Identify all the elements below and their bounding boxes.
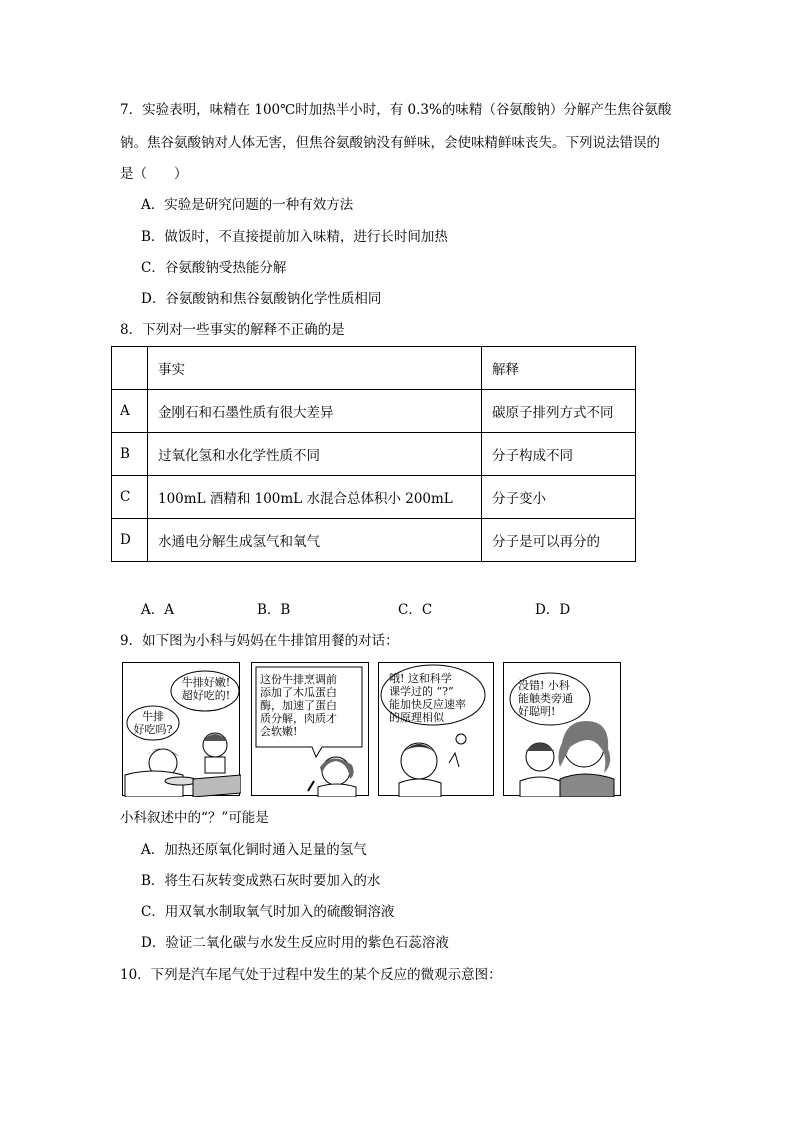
row-label: C (112, 476, 148, 519)
q8-answer-c: C．C (398, 602, 433, 618)
q8-stem: 8．下列对一些事实的解释不正确的是 (120, 322, 345, 338)
comic-panel-2 (251, 662, 369, 796)
row-fact: 100mL 酒精和 100mL 水混合总体积小 200mL (148, 476, 482, 519)
panel2-bubble: 这份牛排烹调前 添加了木瓜蛋白 酶，加速了蛋白 质分解，肉质才 会软嫩! (260, 673, 337, 738)
panel4-bubble: 没错! 小科 能触类旁通 好聪明! (518, 679, 573, 718)
table-row (112, 476, 636, 519)
q8-answer-b: B．B (257, 602, 291, 618)
q7-option-c: C．谷氨酸钠受热能分解 (141, 260, 287, 276)
panel1-bubble-a: 牛排好嫩! 超好吃的! (181, 676, 231, 702)
q9-stem: 9．如下图为小科与妈妈在牛排馆用餐的对话： (120, 633, 399, 649)
q7-stem-line1: 7．实验表明，味精在 100℃时加热半小时，有 0.3%的味精（谷氨酸钠）分解产生焦谷氨酸 (120, 102, 672, 118)
panel3-bubble: 哦! 这和科学 课学过的 “?” 能加快反应速率 的原理相似 (389, 672, 466, 724)
q7-option-a: A．实验是研究问题的一种有效方法 (141, 197, 354, 213)
q9-option-a: A．加热还原氧化铜时通入足量的氢气 (141, 842, 367, 858)
q7-option-d: D．谷氨酸钠和焦谷氨酸钠化学性质相同 (141, 291, 382, 307)
q9-option-c: C．用双氧水制取氧气时加入的硫酸铜溶液 (141, 904, 395, 920)
q7-stem-line2: 钠。焦谷氨酸钠对人体无害，但焦谷氨酸钠没有鲜味，会使味精鲜味丧失。下列说法错误的 (120, 135, 660, 151)
q8-answer-a: A．A (141, 602, 174, 618)
table-header-fact: 事实 (148, 347, 482, 390)
comic-panel-4 (503, 662, 621, 796)
q10-stem: 10．下列是汽车尾气处于过程中发生的某个反应的微观示意图： (120, 967, 502, 983)
row-label: A (112, 390, 148, 433)
table-header-label (112, 347, 148, 390)
q9-option-d: D．验证二氧化碳与水发生反应时用的紫色石蕊溶液 (141, 935, 449, 951)
facts-table (111, 346, 636, 562)
row-fact: 水通电分解生成氢气和氧气 (148, 519, 482, 562)
row-explanation: 分子构成不同 (482, 433, 636, 476)
q8-answer-d: D．D (535, 602, 571, 618)
row-fact: 过氧化氢和水化学性质不同 (148, 433, 482, 476)
row-explanation: 分子是可以再分的 (482, 519, 636, 562)
row-explanation: 碳原子排列方式不同 (482, 390, 636, 433)
panel1-bubble-b: 牛排 好吃吗? (133, 710, 173, 736)
q7-option-b: B．做饭时，不直接提前加入味精，进行长时间加热 (141, 229, 448, 245)
table-header-row (112, 347, 636, 390)
table-row (112, 519, 636, 562)
row-explanation: 分子变小 (482, 476, 636, 519)
comic-panel-1 (122, 662, 240, 796)
table-row (112, 433, 636, 476)
table-row (112, 390, 636, 433)
comic-panel-3 (378, 662, 494, 796)
q9-question: 小科叙述中的“？”可能是 (120, 810, 269, 826)
table-header-explanation: 解释 (482, 347, 636, 390)
q7-stem-line3: 是（ ） (120, 166, 188, 182)
row-fact: 金刚石和石墨性质有很大差异 (148, 390, 482, 433)
row-label: B (112, 433, 148, 476)
row-label: D (112, 519, 148, 562)
q9-option-b: B．将生石灰转变成熟石灰时要加入的水 (141, 873, 381, 889)
